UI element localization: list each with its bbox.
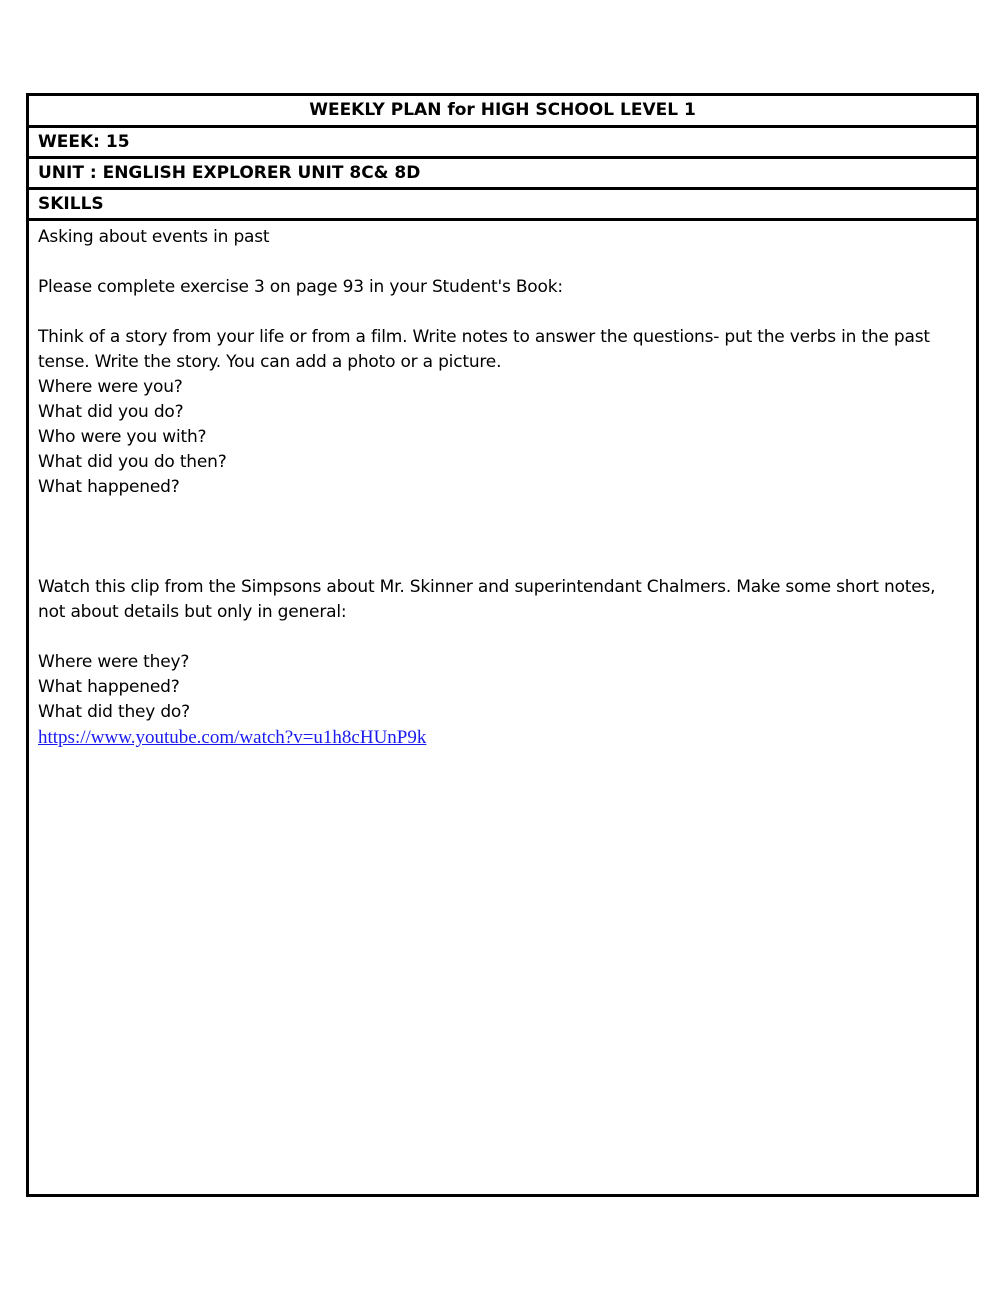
exercise-instruction: Please complete exercise 3 on page 93 in your Student's Book: (38, 277, 563, 297)
question-item: What did you do? (38, 402, 184, 422)
skills-row: SKILLS (29, 190, 976, 221)
weekly-plan-table (26, 93, 979, 1197)
plan-title: WEEKLY PLAN for HIGH SCHOOL LEVEL 1 (29, 96, 976, 128)
topic-text: Asking about events in past (38, 227, 270, 247)
question-item: Where were they? (38, 652, 190, 672)
story-instruction-line2: tense. Write the story. You can add a photo or a picture. (38, 352, 502, 372)
question-item: What happened? (38, 477, 180, 497)
unit-row: UNIT : ENGLISH EXPLORER UNIT 8C& 8D (29, 159, 976, 190)
spacer (38, 300, 966, 325)
spacer (38, 250, 966, 275)
spacer (38, 500, 966, 575)
week-row: WEEK: 15 (29, 128, 976, 159)
video-instruction-line1: Watch this clip from the Simpsons about Mr. Skinner and superintendant Chalmers. Make some short notes, (38, 577, 936, 597)
video-instruction-line2: not about details but only in general: (38, 602, 347, 622)
question-item: Who were you with? (38, 427, 207, 447)
content-cell (29, 221, 976, 1194)
question-item: What did you do then? (38, 452, 227, 472)
spacer (38, 625, 966, 650)
question-item: What happened? (38, 677, 180, 697)
youtube-link[interactable]: https://www.youtube.com/watch?v=u1h8cHUnP9k (38, 727, 427, 748)
question-item: Where were you? (38, 377, 183, 397)
question-item: What did they do? (38, 702, 190, 722)
story-instruction-line1: Think of a story from your life or from a film. Write notes to answer the questions- put the verbs in the past (38, 327, 930, 347)
